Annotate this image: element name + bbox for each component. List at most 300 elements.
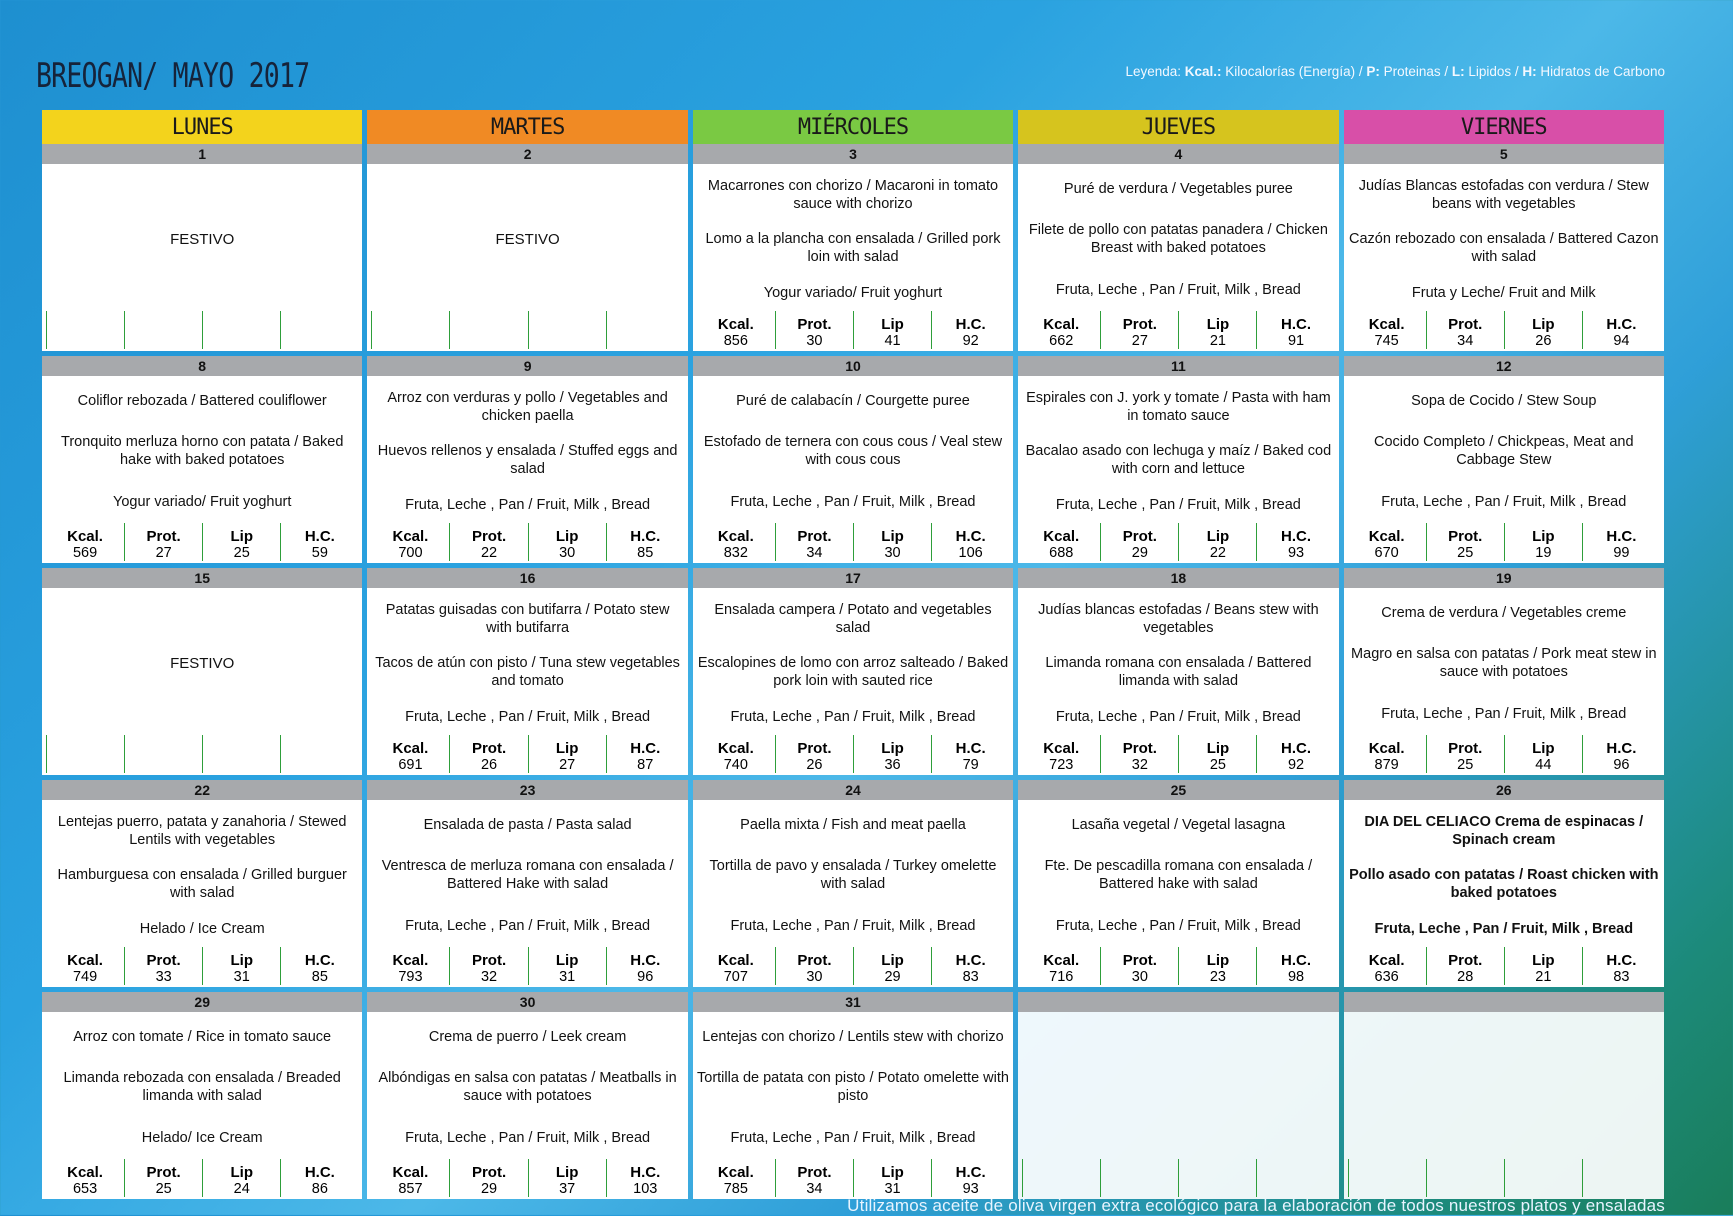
dish-item: Fruta, Leche , Pan / Fruit, Milk , Bread bbox=[1381, 494, 1627, 511]
nutrient-label: Prot. bbox=[1448, 952, 1483, 969]
nutrient-label: H.C. bbox=[304, 528, 335, 545]
nutrient-value: 93 bbox=[1287, 545, 1305, 561]
nutrient-value: 86 bbox=[311, 1181, 328, 1197]
nutrition-col bbox=[371, 311, 449, 349]
nutrient-label: Lip bbox=[555, 1164, 579, 1181]
nutrition-col bbox=[697, 311, 775, 349]
dish-list bbox=[1018, 800, 1338, 947]
day-cell bbox=[1344, 356, 1664, 563]
nutrient-value: 103 bbox=[633, 1181, 658, 1197]
date-number: 29 bbox=[42, 992, 362, 1012]
nutrient-label: Lip bbox=[1532, 740, 1555, 757]
nutrient-label: Kcal. bbox=[392, 952, 429, 969]
dish-list bbox=[367, 800, 687, 947]
date-number: 25 bbox=[1018, 780, 1338, 800]
nutrient-label: Lip bbox=[555, 952, 579, 969]
dish-item: Arroz con tomate / Rice in tomato sauce bbox=[73, 1028, 332, 1045]
holiday-label: FESTIVO bbox=[495, 230, 560, 248]
legend-prefix: Leyenda: bbox=[1125, 64, 1185, 79]
dish-list bbox=[693, 376, 1013, 523]
nutrition-row bbox=[367, 311, 687, 351]
nutrition-col bbox=[280, 947, 358, 985]
dish-item: Cazón rebozado con ensalada / Battered Cazon with salad bbox=[1349, 231, 1659, 266]
nutrient-label: H.C. bbox=[630, 740, 661, 757]
nutrient-value: 29 bbox=[480, 1181, 498, 1197]
dish-item: Patatas guisadas con butifarra / Potato stew with butifarra bbox=[385, 601, 670, 636]
nutrient-label: Prot. bbox=[1448, 316, 1483, 333]
day-header-martes: MARTES bbox=[367, 110, 687, 144]
nutrient-value: 85 bbox=[637, 545, 654, 561]
nutrition-col bbox=[1582, 735, 1660, 773]
nutrient-label: H.C. bbox=[1606, 740, 1637, 757]
dish-item: Fruta, Leche , Pan / Fruit, Milk , Bread bbox=[405, 918, 651, 935]
nutrient-value: 29 bbox=[884, 969, 901, 985]
nutrition-col bbox=[1022, 735, 1100, 773]
nutrition-col bbox=[697, 947, 775, 985]
nutrition-col bbox=[1022, 947, 1100, 985]
nutrition-col bbox=[606, 947, 684, 985]
nutrient-value: 85 bbox=[311, 969, 328, 985]
dish-list bbox=[367, 588, 687, 735]
nutrient-label: H.C. bbox=[304, 1164, 335, 1181]
day-cell bbox=[1018, 780, 1338, 987]
dish-item: Macarrones con chorizo / Macaroni in tomato sauce with chorizo bbox=[707, 177, 999, 212]
nutrient-label: Prot. bbox=[1448, 528, 1483, 545]
nutrient-value: 22 bbox=[1209, 545, 1226, 561]
dish-list bbox=[693, 164, 1013, 311]
nutrient-value: 21 bbox=[1209, 333, 1226, 349]
nutrient-label: Prot. bbox=[1122, 528, 1157, 545]
dish-item: Albóndigas en salsa con patatas / Meatballs in sauce with potatoes bbox=[378, 1070, 677, 1105]
nutrient-value: 29 bbox=[1131, 545, 1148, 561]
nutrient-label: Prot. bbox=[146, 1164, 181, 1181]
nutrient-label: Kcal. bbox=[392, 740, 429, 757]
dish-item: Coliflor rebozada / Battered couliflower bbox=[77, 392, 327, 409]
nutrition-col bbox=[1348, 735, 1426, 773]
nutrient-value: 79 bbox=[962, 757, 979, 773]
dish-item: Judías blancas estofadas / Beans stew with vegetables bbox=[1038, 601, 1319, 636]
nutrient-label: Prot. bbox=[1122, 740, 1157, 757]
legend-kcal-key: Kcal.: bbox=[1184, 64, 1222, 79]
dish-item: Fruta, Leche , Pan / Fruit, Milk , Bread bbox=[1374, 921, 1634, 938]
nutrition-col bbox=[931, 523, 1009, 561]
nutrient-label: H.C. bbox=[630, 952, 661, 969]
nutrition-col bbox=[606, 523, 684, 561]
nutrient-label: Kcal. bbox=[392, 1164, 429, 1181]
nutrient-label: Kcal. bbox=[1368, 740, 1405, 757]
day-cell bbox=[367, 568, 687, 775]
nutrition-col bbox=[1178, 735, 1256, 773]
nutrition-col bbox=[124, 735, 202, 773]
nutrition-row bbox=[1018, 311, 1338, 351]
day-cell bbox=[693, 992, 1013, 1199]
nutrition-col bbox=[202, 735, 280, 773]
nutrient-label: Kcal. bbox=[1368, 952, 1405, 969]
nutrition-col bbox=[528, 1159, 606, 1197]
day-cell bbox=[42, 568, 362, 775]
dish-list bbox=[1018, 376, 1338, 523]
nutrient-value: 793 bbox=[398, 969, 423, 985]
nutrition-col bbox=[1178, 523, 1256, 561]
dish-item: Judías Blancas estofadas con verdura / Stew beans with vegetables bbox=[1358, 177, 1649, 212]
dish-list bbox=[367, 376, 687, 523]
nutrient-value: 670 bbox=[1374, 545, 1399, 561]
nutrient-label: Kcal. bbox=[1043, 952, 1080, 969]
dish-item: Fruta, Leche , Pan / Fruit, Milk , Bread bbox=[1055, 709, 1301, 726]
nutrient-label: H.C. bbox=[1281, 316, 1312, 333]
day-cell bbox=[367, 356, 687, 563]
nutrition-col bbox=[449, 1159, 527, 1197]
nutrient-label: Prot. bbox=[471, 528, 507, 545]
nutrition-row bbox=[1018, 735, 1338, 775]
nutrition-col bbox=[1504, 1159, 1582, 1197]
date-number: 5 bbox=[1344, 144, 1664, 164]
nutrition-col bbox=[1348, 947, 1426, 985]
day-cell bbox=[693, 356, 1013, 563]
nutrient-value: 25 bbox=[155, 1181, 172, 1197]
dish-item: Escalopines de lomo con arroz salteado / Baked pork loin with sauted rice bbox=[697, 655, 1009, 690]
nutrient-label: H.C. bbox=[1606, 528, 1637, 545]
nutrient-value: 879 bbox=[1374, 757, 1399, 773]
nutrient-label: Kcal. bbox=[1043, 528, 1080, 545]
dish-item: Puré de calabacín / Courgette puree bbox=[736, 392, 970, 409]
nutrition-col bbox=[1348, 311, 1426, 349]
nutrition-col bbox=[202, 947, 280, 985]
nutrient-label: Prot. bbox=[1122, 316, 1157, 333]
nutrient-label: Prot. bbox=[146, 528, 181, 545]
nutrition-col bbox=[1178, 947, 1256, 985]
dish-item: Yogur variado/ Fruit yoghurt bbox=[112, 494, 292, 511]
date-number: 18 bbox=[1018, 568, 1338, 588]
nutrient-value: 662 bbox=[1049, 333, 1074, 349]
dish-list bbox=[42, 164, 362, 311]
date-number: 24 bbox=[693, 780, 1013, 800]
nutrient-label: Lip bbox=[1532, 316, 1555, 333]
nutrient-label: Prot. bbox=[471, 952, 507, 969]
nutrition-col bbox=[931, 1159, 1009, 1197]
nutrient-label: H.C. bbox=[955, 316, 986, 333]
nutrient-label: Prot. bbox=[797, 316, 832, 333]
dish-item: Cocido Completo / Chickpeas, Meat and Cabbage Stew bbox=[1374, 434, 1634, 469]
dish-item: Yogur variado/ Fruit yoghurt bbox=[763, 285, 943, 302]
date-number: 11 bbox=[1018, 356, 1338, 376]
nutrient-value: 25 bbox=[1209, 757, 1226, 773]
nutrition-col bbox=[1582, 523, 1660, 561]
dish-item: Tronquito merluza horno con patata / Baked hake with baked potatoes bbox=[61, 434, 344, 469]
nutrient-label: H.C. bbox=[1281, 952, 1312, 969]
nutrient-label: H.C. bbox=[955, 1164, 986, 1181]
date-number: 12 bbox=[1344, 356, 1664, 376]
dish-item: Fruta, Leche , Pan / Fruit, Milk , Bread bbox=[405, 709, 651, 726]
nutrient-label: Prot. bbox=[146, 952, 181, 969]
nutrient-label: Kcal. bbox=[1368, 528, 1405, 545]
nutrition-col bbox=[606, 1159, 684, 1197]
dish-item: Lasaña vegetal / Vegetal lasagna bbox=[1071, 816, 1286, 833]
nutrition-row bbox=[693, 735, 1013, 775]
nutrient-value: 26 bbox=[480, 757, 498, 773]
dish-item: DIA DEL CELIACO Crema de espinacas / Spinach cream bbox=[1364, 813, 1644, 848]
nutrient-value: 26 bbox=[806, 757, 823, 773]
dish-list bbox=[693, 1012, 1013, 1159]
nutrition-row bbox=[1344, 1159, 1664, 1199]
nutrient-label: Prot. bbox=[471, 740, 507, 757]
nutrient-value: 41 bbox=[884, 333, 901, 349]
nutrient-label: Prot. bbox=[797, 740, 832, 757]
legend bbox=[1125, 64, 1665, 79]
day-cell bbox=[42, 992, 362, 1199]
nutrition-col bbox=[1426, 735, 1504, 773]
day-cell bbox=[1018, 144, 1338, 351]
nutrient-value: 22 bbox=[480, 545, 498, 561]
day-header-miércoles: MIÉRCOLES bbox=[693, 110, 1013, 144]
nutrient-label: Kcal. bbox=[717, 1164, 754, 1181]
date-number: 30 bbox=[367, 992, 687, 1012]
nutrient-value: 96 bbox=[637, 969, 654, 985]
date-number: 1 bbox=[42, 144, 362, 164]
nutrition-row bbox=[1344, 947, 1664, 987]
nutrient-value: 83 bbox=[1613, 969, 1630, 985]
nutrient-label: Prot. bbox=[797, 528, 832, 545]
nutrient-label: H.C. bbox=[1281, 528, 1312, 545]
date-number: 3 bbox=[693, 144, 1013, 164]
nutrition-col bbox=[1100, 735, 1178, 773]
nutrient-label: Prot. bbox=[1122, 952, 1157, 969]
nutrition-col bbox=[1504, 735, 1582, 773]
nutrition-col bbox=[371, 1159, 449, 1197]
dish-item: Fruta, Leche , Pan / Fruit, Milk , Bread bbox=[405, 1130, 651, 1147]
dish-item: Fruta, Leche , Pan / Fruit, Milk , Bread bbox=[730, 709, 976, 726]
nutrition-col bbox=[1582, 947, 1660, 985]
nutrient-label: Kcal. bbox=[67, 528, 103, 545]
nutrient-value: 33 bbox=[155, 969, 172, 985]
nutrient-label: H.C. bbox=[955, 528, 986, 545]
nutrition-col bbox=[1256, 523, 1334, 561]
nutrient-value: 723 bbox=[1049, 757, 1074, 773]
dish-item: Crema de puerro / Leek cream bbox=[428, 1028, 627, 1045]
dish-list bbox=[1018, 164, 1338, 311]
nutrition-row bbox=[42, 947, 362, 987]
nutrient-value: 26 bbox=[1535, 333, 1552, 349]
nutrient-value: 27 bbox=[559, 757, 576, 773]
nutrient-label: Lip bbox=[1206, 316, 1230, 333]
nutrition-col bbox=[853, 735, 931, 773]
dish-item: Fruta, Leche , Pan / Fruit, Milk , Bread bbox=[1381, 706, 1627, 723]
dish-item: Huevos rellenos y ensalada / Stuffed eggs and salad bbox=[377, 443, 678, 478]
nutrition-col bbox=[449, 735, 527, 773]
nutrient-value: 653 bbox=[72, 1181, 98, 1197]
nutrition-col bbox=[1100, 1159, 1178, 1197]
nutrition-col bbox=[1504, 311, 1582, 349]
dish-item: Fruta y Leche/ Fruit and Milk bbox=[1411, 285, 1596, 302]
nutrition-col bbox=[371, 735, 449, 773]
nutrition-col bbox=[280, 523, 358, 561]
nutrient-value: 23 bbox=[1209, 969, 1226, 985]
nutrition-col bbox=[775, 947, 853, 985]
dish-list bbox=[367, 164, 687, 311]
date-number: 31 bbox=[693, 992, 1013, 1012]
nutrient-value: 106 bbox=[958, 545, 983, 561]
nutrient-label: H.C. bbox=[1606, 316, 1637, 333]
nutrition-col bbox=[1348, 523, 1426, 561]
date-number: 26 bbox=[1344, 780, 1664, 800]
holiday-label: FESTIVO bbox=[170, 654, 235, 672]
day-cell bbox=[42, 144, 362, 351]
nutrition-col bbox=[124, 947, 202, 985]
dish-item: Helado/ Ice Cream bbox=[141, 1130, 263, 1147]
dish-item: Filete de pollo con patatas panadera / Chicken Breast with baked potatoes bbox=[1028, 222, 1328, 257]
nutrient-label: H.C. bbox=[1606, 952, 1637, 969]
nutrition-col bbox=[46, 947, 124, 985]
dish-list bbox=[693, 800, 1013, 947]
nutrient-label: H.C. bbox=[955, 952, 986, 969]
nutrient-value: 83 bbox=[962, 969, 979, 985]
day-cell bbox=[1344, 568, 1664, 775]
nutrient-value: 30 bbox=[1131, 969, 1148, 985]
nutrition-col bbox=[528, 311, 606, 349]
nutrient-value: 21 bbox=[1535, 969, 1552, 985]
nutrient-value: 91 bbox=[1287, 333, 1305, 349]
nutrient-value: 28 bbox=[1457, 969, 1474, 985]
nutrient-label: Prot. bbox=[797, 952, 832, 969]
nutrition-col bbox=[1256, 947, 1334, 985]
nutrient-value: 37 bbox=[559, 1181, 576, 1197]
day-cell bbox=[693, 568, 1013, 775]
menu-calendar bbox=[42, 110, 1664, 1199]
nutrition-col bbox=[124, 311, 202, 349]
nutrition-col bbox=[1100, 523, 1178, 561]
nutrient-label: H.C. bbox=[630, 528, 661, 545]
nutrition-col bbox=[449, 311, 527, 349]
nutrition-col bbox=[280, 311, 358, 349]
nutrient-value: 691 bbox=[398, 757, 423, 773]
date-number: 16 bbox=[367, 568, 687, 588]
nutrient-value: 96 bbox=[1613, 757, 1630, 773]
nutrition-col bbox=[202, 311, 280, 349]
nutrient-value: 34 bbox=[806, 545, 823, 561]
nutrient-label: Kcal. bbox=[717, 528, 754, 545]
dish-list bbox=[367, 1012, 687, 1159]
legend-h-text: Hidratos de Carbono bbox=[1536, 64, 1665, 79]
nutrient-value: 93 bbox=[962, 1181, 979, 1197]
nutrition-row bbox=[1344, 523, 1664, 563]
day-cell bbox=[1344, 780, 1664, 987]
nutrient-label: Lip bbox=[555, 528, 579, 545]
nutrient-label: Lip bbox=[1532, 952, 1555, 969]
nutrient-label: Lip bbox=[881, 1164, 904, 1181]
nutrient-value: 716 bbox=[1049, 969, 1074, 985]
dish-item: Paella mixta / Fish and meat paella bbox=[740, 816, 966, 833]
dish-item: Fruta, Leche , Pan / Fruit, Milk , Bread bbox=[730, 1130, 976, 1147]
nutrition-col bbox=[1426, 1159, 1504, 1197]
dish-list bbox=[1344, 588, 1664, 735]
day-cell bbox=[367, 992, 687, 1199]
nutrient-value: 688 bbox=[1049, 545, 1074, 561]
nutrient-label: Lip bbox=[230, 1164, 253, 1181]
nutrition-col bbox=[202, 1159, 280, 1197]
nutrition-row bbox=[693, 523, 1013, 563]
dish-list bbox=[1344, 800, 1664, 947]
dish-item: Limanda rebozada con ensalada / Breaded limanda with salad bbox=[63, 1070, 341, 1105]
nutrition-row bbox=[367, 523, 687, 563]
nutrition-row bbox=[1018, 1159, 1338, 1199]
day-cell bbox=[1018, 356, 1338, 563]
nutrient-label: H.C. bbox=[630, 1164, 661, 1181]
nutrition-col bbox=[280, 735, 358, 773]
nutrient-value: 569 bbox=[72, 545, 98, 561]
nutrition-col bbox=[1504, 523, 1582, 561]
nutrient-value: 31 bbox=[233, 969, 250, 985]
day-cell bbox=[42, 780, 362, 987]
nutrition-row bbox=[367, 947, 687, 987]
nutrient-label: Lip bbox=[230, 952, 253, 969]
nutrition-row bbox=[42, 1159, 362, 1199]
nutrition-col bbox=[124, 523, 202, 561]
dish-item: Arroz con verduras y pollo / Vegetables and chicken paella bbox=[387, 389, 668, 424]
nutrient-label: Prot. bbox=[797, 1164, 832, 1181]
nutrition-col bbox=[697, 735, 775, 773]
nutrient-label: Prot. bbox=[471, 1164, 507, 1181]
dish-list bbox=[1344, 1012, 1664, 1159]
nutrition-col bbox=[1426, 523, 1504, 561]
nutrition-row bbox=[367, 1159, 687, 1199]
nutrition-col bbox=[1178, 311, 1256, 349]
nutrient-value: 832 bbox=[723, 545, 748, 561]
dish-item: Lentejas con chorizo / Lentils stew with chorizo bbox=[702, 1028, 1004, 1045]
nutrition-col bbox=[528, 735, 606, 773]
nutrient-value: 32 bbox=[1131, 757, 1148, 773]
holiday-label: FESTIVO bbox=[170, 230, 235, 248]
nutrient-value: 857 bbox=[398, 1181, 423, 1197]
footer-note: Utilizamos aceite de oliva virgen extra ecológico para la elaboración de todos nuestros platos y ensaladas bbox=[847, 1196, 1665, 1215]
legend-l-key: L: bbox=[1451, 64, 1465, 79]
dish-item: Fruta, Leche , Pan / Fruit, Milk , Bread bbox=[1055, 497, 1301, 514]
nutrition-row bbox=[693, 311, 1013, 351]
nutrient-label: Lip bbox=[881, 528, 904, 545]
date-number: 15 bbox=[42, 568, 362, 588]
dish-item: Magro en salsa con patatas / Pork meat stew in sauce with potatoes bbox=[1351, 646, 1657, 681]
nutrient-value: 27 bbox=[1131, 333, 1148, 349]
nutrition-col bbox=[606, 735, 684, 773]
dish-item: Crema de verdura / Vegetables creme bbox=[1381, 604, 1627, 621]
date-number: 17 bbox=[693, 568, 1013, 588]
date-number: 10 bbox=[693, 356, 1013, 376]
nutrition-col bbox=[1178, 1159, 1256, 1197]
nutrition-row bbox=[42, 311, 362, 351]
nutrition-col bbox=[853, 1159, 931, 1197]
day-cell bbox=[1344, 992, 1664, 1199]
nutrient-value: 31 bbox=[559, 969, 576, 985]
nutrition-col bbox=[853, 311, 931, 349]
nutrition-col bbox=[931, 311, 1009, 349]
nutrition-col bbox=[1100, 947, 1178, 985]
nutrition-col bbox=[697, 1159, 775, 1197]
dish-item: Ensalada de pasta / Pasta salad bbox=[423, 816, 632, 833]
nutrient-label: Kcal. bbox=[717, 740, 754, 757]
dish-item: Lentejas puerro, patata y zanahoria / Stewed Lentils with vegetables bbox=[57, 813, 347, 848]
dish-item: Pollo asado con patatas / Roast chicken with baked potatoes bbox=[1349, 867, 1659, 902]
nutrition-row bbox=[1344, 311, 1664, 351]
nutrition-col bbox=[449, 947, 527, 985]
dish-list bbox=[693, 588, 1013, 735]
nutrition-col bbox=[1582, 1159, 1660, 1197]
nutrition-col bbox=[775, 523, 853, 561]
nutrition-row bbox=[1018, 523, 1338, 563]
date-number: 9 bbox=[367, 356, 687, 376]
date-number: 23 bbox=[367, 780, 687, 800]
dish-item: Helado / Ice Cream bbox=[139, 921, 265, 938]
nutrition-row bbox=[1018, 947, 1338, 987]
nutrient-value: 34 bbox=[806, 1181, 823, 1197]
